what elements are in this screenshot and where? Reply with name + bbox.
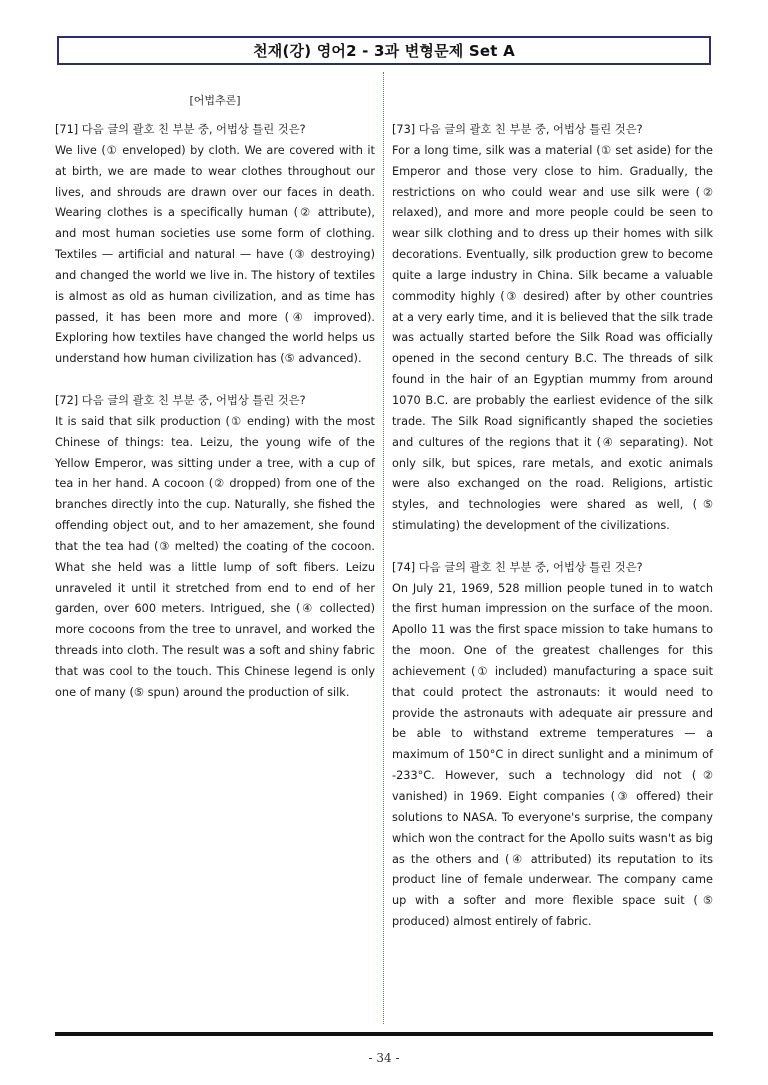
question-71-prompt: [71] 다음 글의 괄호 친 부분 중, 어법상 틀린 것은? [55,123,306,136]
page-title-box [57,36,711,65]
section-label: [어법추론] [189,94,241,107]
question-72-prompt: [72] 다음 글의 괄호 친 부분 중, 어법상 틀린 것은? [55,393,306,407]
footer-rule [55,1032,713,1036]
question-73-prompt: [73] 다음 글의 괄호 친 부분 중, 어법상 틀린 것은? [392,123,643,136]
page-number: - 34 - [368,1051,400,1065]
question-71-passage: We live (① enveloped) by cloth. We are covered with it at birth, we are made to wear clothes throughout our lives, and shrouds are drawn over our faces in death. Wearing clothes is a specifically human (② attribute), and most human societies use some form of clothing. Textiles — artificial and natural — have (③ destroying) and changed the world we live in. The history of textiles is almost as old as human civilization, and as time has passed, it has been more and more (④ improved). Exploring how textiles have changed the world helps us understand how human civilization has (⑤ advanced). [55,143,375,366]
right-column [392,120,713,954]
question-74-passage: On July 21, 1969, 528 million people tuned in to watch the first human impression on the surface of the moon. Apollo 11 was the first space mission to take humans to the moon. One of the greatest challenges for this achievement (① included) manufacturing a space suit that could protect the astronauts: it would need to provide the astronauts with adequate air pressure and be able to withstand extreme temperatures — a maximum of 150°C in direct sunlight and a minimum of -233°C. However, such a technology did not (② vanished) in 1969. Eight companies (③ offered) their solutions to NASA. To everyone's surprise, the company which won the contract for the Apollo suits wasn't as big as the others and (④ attributed) its reputation to its product line of female underwear. The company came up with a softer and more flexible space suit (⑤ produced) almost entirely of fabric. [392,581,713,929]
question-72 [55,391,375,704]
question-72-passage: It is said that silk production (① ending) with the most Chinese of things: tea. Leizu, the young wife of the Yellow Emperor, was sitting under a tree, with a cup of tea in her hand. A cocoon (② dropped) from one of the branches directly into the cup. Naturally, she fished the offending object out, and to her amazement, she found that the tea had (③ melted) the coating of the cocoon. What she held was a little lump of soft fibers. Leizu unraveled it until it stretched from end to end of her garden, over 600 meters. Intrigued, she (④ collected) more cocoons from the tree to unravel, and worked the threads into cloth. The result was a soft and shiny fabric that was cool to the touch. This Chinese legend is only one of many (⑤ spun) around the production of silk. [55,414,375,699]
column-divider [383,72,384,1024]
page-title: 천재(강) 영어2 - 3과 변형문제 Set A [253,42,515,60]
question-74 [392,558,713,933]
question-73 [392,120,713,537]
question-73-passage: For a long time, silk was a material (① set aside) for the Emperor and those very close to him. Gradually, the restrictions on who could wear and use silk were (② relaxed), and more and more people could be seen to wear silk clothing and to dress up their homes with silk decorations. Eventually, silk production grew to become quite a large industry in China. Silk became a valuable commodity highly (③ desired) after by other countries at a very early time, and it is believed that the silk trade was actually started before the Silk Road was officially opened in the second century B.C. The threads of silk found in the hair of an Egyptian mummy from around 1070 B.C. are probably the earliest evidence of the silk trade. The Silk Road significantly shaped the societies and cultures of the regions that it (④ separating). Not only silk, but spices, rare metals, and exotic animals were also exchanged on the road. Religions, artistic styles, and technologies were shared as well, (⑤ stimulating) the development of the civilizations. [392,143,713,533]
question-71 [55,120,375,370]
question-74-prompt: [74] 다음 글의 괄호 친 부분 중, 어법상 틀린 것은? [392,560,643,574]
left-column [55,120,375,724]
